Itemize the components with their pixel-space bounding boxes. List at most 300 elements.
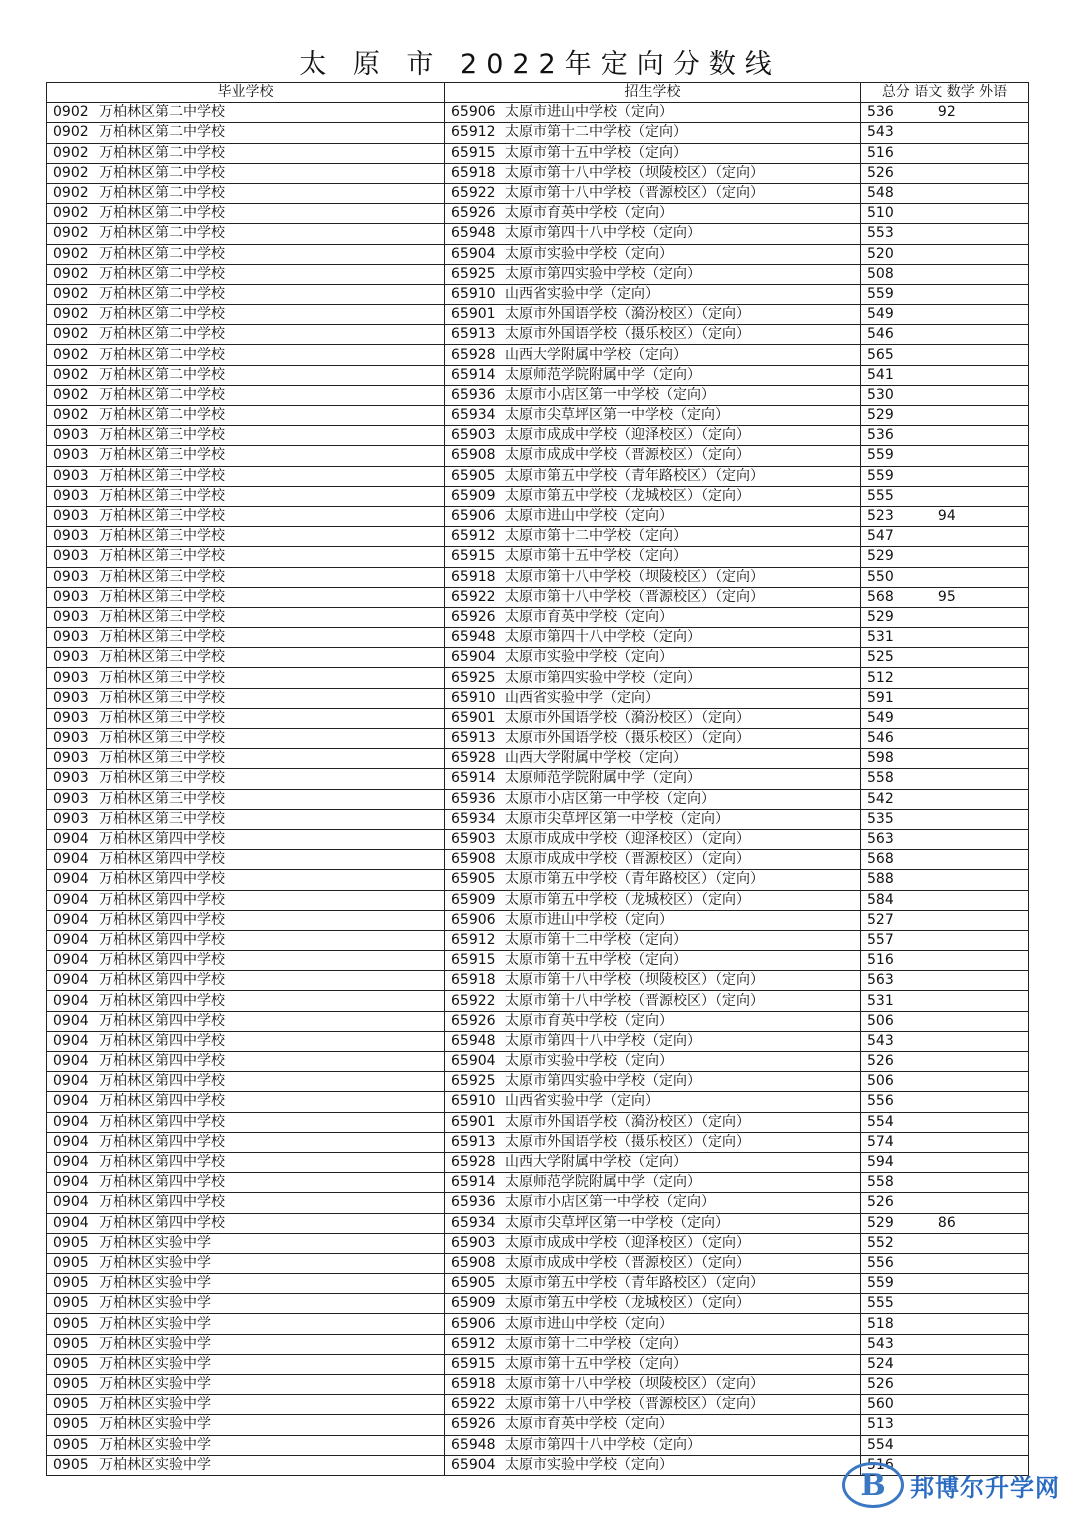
school-name: 万柏林区第二中学校 (99, 124, 225, 141)
target-name: 太原市小店区第一中学校（定向） (505, 790, 715, 807)
cell-admitting-school (445, 305, 861, 325)
cell-graduating-school (47, 951, 445, 971)
school-code: 0905 (53, 1335, 89, 1352)
school-code: 0903 (53, 427, 89, 444)
target-code: 65926 (451, 608, 496, 625)
target-name: 太原市第十八中学校（晋源校区）（定向） (505, 1396, 764, 1413)
cell-graduating-school (47, 870, 445, 890)
cell-graduating-school (47, 607, 445, 627)
school-name: 万柏林区第四中学校 (99, 1133, 225, 1150)
school-code: 0902 (53, 306, 89, 323)
school-name: 万柏林区第二中学校 (99, 164, 225, 181)
total-score: 556 (867, 1093, 894, 1110)
table-row (47, 466, 1029, 486)
target-name: 太原市小店区第一中学校（定向） (505, 1194, 715, 1211)
total-score: 531 (867, 629, 894, 646)
table-row (47, 1031, 1029, 1051)
table-row (47, 204, 1029, 224)
school-code: 0902 (53, 205, 89, 222)
target-name: 太原市第十二中学校（定向） (505, 931, 687, 948)
table-row (47, 587, 1029, 607)
cell-graduating-school (47, 1455, 445, 1475)
cell-admitting-school (445, 1173, 861, 1193)
cell-graduating-school (47, 1314, 445, 1334)
target-code: 65936 (451, 1194, 496, 1211)
target-code: 65912 (451, 1335, 496, 1352)
cell-graduating-school (47, 224, 445, 244)
total-score: 554 (867, 1436, 894, 1453)
cell-graduating-school (47, 1274, 445, 1294)
target-code: 65908 (451, 447, 496, 464)
table-row (47, 1354, 1029, 1374)
cell-graduating-school (47, 930, 445, 950)
cell-admitting-school (445, 1031, 861, 1051)
table-row (47, 446, 1029, 466)
target-name: 太原市成成中学校（晋源校区）（定向） (505, 1254, 750, 1271)
total-score: 526 (867, 1376, 894, 1393)
target-name: 太原师范学院附属中学（定向） (505, 1174, 701, 1191)
school-name: 万柏林区第三中学校 (99, 770, 225, 787)
target-code: 65913 (451, 326, 496, 343)
cell-admitting-school (445, 668, 861, 688)
target-code: 65909 (451, 487, 496, 504)
table-row (47, 951, 1029, 971)
target-code: 65948 (451, 225, 496, 242)
table-row (47, 991, 1029, 1011)
table-row (47, 607, 1029, 627)
target-code: 65913 (451, 730, 496, 747)
target-code: 65934 (451, 810, 496, 827)
table-row (47, 103, 1029, 123)
cell-scores (861, 749, 1029, 769)
cell-graduating-school (47, 183, 445, 203)
school-code: 0903 (53, 750, 89, 767)
cell-graduating-school (47, 446, 445, 466)
school-code: 0904 (53, 831, 89, 848)
table-row (47, 264, 1029, 284)
cell-admitting-school (445, 183, 861, 203)
cell-graduating-school (47, 1354, 445, 1374)
target-code: 65904 (451, 1456, 496, 1473)
school-name: 万柏林区实验中学 (99, 1376, 211, 1393)
cell-admitting-school (445, 688, 861, 708)
cell-graduating-school (47, 1052, 445, 1072)
target-code: 65909 (451, 891, 496, 908)
cell-scores (861, 1395, 1029, 1415)
target-name: 太原市第十五中学校（定向） (505, 952, 687, 969)
school-code: 0904 (53, 1194, 89, 1211)
school-code: 0903 (53, 669, 89, 686)
table-row (47, 688, 1029, 708)
target-code: 65918 (451, 164, 496, 181)
cell-scores (861, 971, 1029, 991)
total-score: 543 (867, 1032, 894, 1049)
cell-graduating-school (47, 1031, 445, 1051)
total-score: 559 (867, 447, 894, 464)
target-name: 太原师范学院附属中学（定向） (505, 770, 701, 787)
target-name: 太原市第五中学校（龙城校区）（定向） (505, 487, 750, 504)
table-row (47, 1375, 1029, 1395)
cell-admitting-school (445, 910, 861, 930)
cell-scores (861, 1052, 1029, 1072)
cell-graduating-school (47, 991, 445, 1011)
total-score: 535 (867, 810, 894, 827)
cell-graduating-school (47, 365, 445, 385)
target-code: 65906 (451, 104, 496, 121)
table-row (47, 648, 1029, 668)
table-row (47, 668, 1029, 688)
total-score: 516 (867, 952, 894, 969)
cell-scores (861, 991, 1029, 1011)
total-score: 549 (867, 306, 894, 323)
cell-scores (861, 668, 1029, 688)
table-row (47, 365, 1029, 385)
cell-admitting-school (445, 1415, 861, 1435)
cell-admitting-school (445, 1152, 861, 1172)
cell-scores (861, 829, 1029, 849)
cell-scores (861, 1092, 1029, 1112)
school-code: 0903 (53, 568, 89, 585)
cell-graduating-school (47, 385, 445, 405)
target-code: 65904 (451, 1053, 496, 1070)
school-name: 万柏林区第三中学校 (99, 790, 225, 807)
school-code: 0905 (53, 1456, 89, 1473)
cell-graduating-school (47, 284, 445, 304)
cell-admitting-school (445, 870, 861, 890)
total-score: 598 (867, 750, 894, 767)
cell-scores (861, 1011, 1029, 1031)
total-score: 568 (867, 851, 894, 868)
cell-scores (861, 365, 1029, 385)
school-name: 万柏林区第四中学校 (99, 1154, 225, 1171)
cell-graduating-school (47, 1435, 445, 1455)
school-code: 0902 (53, 245, 89, 262)
cell-graduating-school (47, 1152, 445, 1172)
cell-scores (861, 466, 1029, 486)
table-row (47, 123, 1029, 143)
target-code: 65914 (451, 366, 496, 383)
table-row (47, 1092, 1029, 1112)
school-name: 万柏林区第三中学校 (99, 528, 225, 545)
target-name: 太原市第十八中学校（坝陵校区）（定向） (505, 1376, 764, 1393)
school-name: 万柏林区第四中学校 (99, 1194, 225, 1211)
cell-graduating-school (47, 809, 445, 829)
total-score: 529 (867, 548, 894, 565)
cell-scores (861, 406, 1029, 426)
total-score: 516 (867, 1456, 894, 1473)
target-name: 太原市实验中学校（定向） (505, 1053, 673, 1070)
school-name: 万柏林区第二中学校 (99, 346, 225, 363)
cell-scores (861, 1435, 1029, 1455)
target-code: 65905 (451, 467, 496, 484)
school-name: 万柏林区第三中学校 (99, 588, 225, 605)
cell-admitting-school (445, 1011, 861, 1031)
target-name: 太原市进山中学校（定向） (505, 508, 673, 525)
school-name: 万柏林区第三中学校 (99, 608, 225, 625)
school-code: 0903 (53, 588, 89, 605)
school-code: 0904 (53, 1214, 89, 1231)
cell-scores (861, 951, 1029, 971)
total-score: 554 (867, 1113, 894, 1130)
table-row (47, 385, 1029, 405)
cell-admitting-school (445, 365, 861, 385)
table-row (47, 486, 1029, 506)
cell-scores (861, 890, 1029, 910)
total-score: 518 (867, 1315, 894, 1332)
target-code: 65934 (451, 407, 496, 424)
school-code: 0904 (53, 1093, 89, 1110)
cell-graduating-school (47, 345, 445, 365)
table-row (47, 850, 1029, 870)
school-name: 万柏林区第二中学校 (99, 104, 225, 121)
cell-graduating-school (47, 1294, 445, 1314)
cell-scores (861, 1415, 1029, 1435)
cell-graduating-school (47, 547, 445, 567)
cell-admitting-school (445, 1274, 861, 1294)
total-score: 546 (867, 326, 894, 343)
target-code: 65908 (451, 851, 496, 868)
table-header-row (47, 83, 1029, 103)
school-name: 万柏林区第三中学校 (99, 487, 225, 504)
cell-scores (861, 1253, 1029, 1273)
school-name: 万柏林区第四中学校 (99, 911, 225, 928)
target-code: 65922 (451, 185, 496, 202)
cell-scores (861, 204, 1029, 224)
cell-admitting-school (445, 224, 861, 244)
school-code: 0904 (53, 1154, 89, 1171)
total-score: 553 (867, 225, 894, 242)
total-score: 529 (867, 608, 894, 625)
cell-graduating-school (47, 1011, 445, 1031)
cell-scores (861, 1314, 1029, 1334)
table-row (47, 506, 1029, 526)
school-name: 万柏林区第二中学校 (99, 245, 225, 262)
school-name: 万柏林区第二中学校 (99, 306, 225, 323)
table-row (47, 547, 1029, 567)
target-name: 太原市第四十八中学校（定向） (505, 1032, 701, 1049)
table-row (47, 930, 1029, 950)
cell-scores (861, 607, 1029, 627)
target-code: 65915 (451, 548, 496, 565)
target-name: 太原市第十五中学校（定向） (505, 548, 687, 565)
school-name: 万柏林区第三中学校 (99, 810, 225, 827)
cell-graduating-school (47, 204, 445, 224)
cell-graduating-school (47, 749, 445, 769)
school-name: 万柏林区第二中学校 (99, 366, 225, 383)
cell-admitting-school (445, 325, 861, 345)
school-code: 0903 (53, 629, 89, 646)
cell-admitting-school (445, 244, 861, 264)
cell-scores (861, 1173, 1029, 1193)
cell-admitting-school (445, 587, 861, 607)
school-code: 0902 (53, 225, 89, 242)
target-name: 太原市成成中学校（迎泽校区）（定向） (505, 1234, 750, 1251)
cell-admitting-school (445, 729, 861, 749)
target-name: 太原市外国语学校（摄乐校区）（定向） (505, 1133, 750, 1150)
cell-scores (861, 1193, 1029, 1213)
target-code: 65901 (451, 709, 496, 726)
cell-admitting-school (445, 1354, 861, 1374)
school-name: 万柏林区第四中学校 (99, 1174, 225, 1191)
school-code: 0902 (53, 326, 89, 343)
school-code: 0904 (53, 972, 89, 989)
target-code: 65908 (451, 1254, 496, 1271)
cell-scores (861, 789, 1029, 809)
cell-graduating-school (47, 1092, 445, 1112)
total-score: 559 (867, 467, 894, 484)
cell-graduating-school (47, 668, 445, 688)
table-row (47, 183, 1029, 203)
total-score: 512 (867, 669, 894, 686)
school-name: 万柏林区第四中学校 (99, 1073, 225, 1090)
school-code: 0903 (53, 770, 89, 787)
cell-scores (861, 244, 1029, 264)
target-name: 太原市第五中学校（青年路校区）（定向） (505, 467, 764, 484)
table-row (47, 527, 1029, 547)
cell-admitting-school (445, 385, 861, 405)
school-code: 0902 (53, 265, 89, 282)
table-row (47, 749, 1029, 769)
cell-admitting-school (445, 628, 861, 648)
cell-scores (861, 527, 1029, 547)
cell-graduating-school (47, 1375, 445, 1395)
cell-scores (861, 1233, 1029, 1253)
cell-scores (861, 103, 1029, 123)
header-scores: 总分 语文 数学 外语 (861, 83, 1029, 103)
total-score: 530 (867, 386, 894, 403)
school-name: 万柏林区实验中学 (99, 1234, 211, 1251)
cell-scores (861, 486, 1029, 506)
school-name: 万柏林区第四中学校 (99, 1012, 225, 1029)
cell-admitting-school (445, 426, 861, 446)
cell-admitting-school (445, 406, 861, 426)
target-name: 太原市第十五中学校（定向） (505, 1355, 687, 1372)
header-admitting-school: 招生学校 (445, 83, 861, 103)
target-name: 太原市外国语学校（漪汾校区）（定向） (505, 709, 750, 726)
table-row (47, 1152, 1029, 1172)
table-row (47, 1415, 1029, 1435)
total-score: 516 (867, 144, 894, 161)
school-code: 0904 (53, 992, 89, 1009)
table-row (47, 567, 1029, 587)
table-row (47, 1112, 1029, 1132)
school-code: 0902 (53, 185, 89, 202)
total-score: 560 (867, 1396, 894, 1413)
target-name: 太原市进山中学校（定向） (505, 104, 673, 121)
target-code: 65922 (451, 1396, 496, 1413)
table-row (47, 1072, 1029, 1092)
target-code: 65915 (451, 952, 496, 969)
cell-graduating-school (47, 527, 445, 547)
total-score: 552 (867, 1234, 894, 1251)
school-code: 0903 (53, 810, 89, 827)
cell-graduating-school (47, 729, 445, 749)
target-code: 65936 (451, 386, 496, 403)
cell-admitting-school (445, 1233, 861, 1253)
cell-admitting-school (445, 284, 861, 304)
cell-scores (861, 850, 1029, 870)
chinese-score: 95 (937, 588, 956, 605)
target-code: 65912 (451, 931, 496, 948)
cell-scores (861, 1072, 1029, 1092)
school-name: 万柏林区第三中学校 (99, 730, 225, 747)
cell-scores (861, 648, 1029, 668)
total-score: 556 (867, 1254, 894, 1271)
school-code: 0904 (53, 1073, 89, 1090)
cell-graduating-school (47, 890, 445, 910)
school-name: 万柏林区实验中学 (99, 1275, 211, 1292)
school-name: 万柏林区实验中学 (99, 1315, 211, 1332)
school-name: 万柏林区第四中学校 (99, 1053, 225, 1070)
cell-admitting-school (445, 1435, 861, 1455)
total-score: 510 (867, 205, 894, 222)
cell-admitting-school (445, 1193, 861, 1213)
cell-graduating-school (47, 486, 445, 506)
cell-scores (861, 1031, 1029, 1051)
cell-graduating-school (47, 1415, 445, 1435)
target-code: 65918 (451, 568, 496, 585)
target-name: 山西省实验中学（定向） (505, 689, 659, 706)
target-code: 65926 (451, 205, 496, 222)
cell-graduating-school (47, 426, 445, 446)
cell-admitting-school (445, 1253, 861, 1273)
school-name: 万柏林区第四中学校 (99, 831, 225, 848)
school-code: 0903 (53, 548, 89, 565)
target-code: 65903 (451, 1234, 496, 1251)
total-score: 531 (867, 992, 894, 1009)
total-score: 527 (867, 911, 894, 928)
table-row (47, 406, 1029, 426)
total-score: 546 (867, 730, 894, 747)
target-name: 太原市外国语学校（漪汾校区）（定向） (505, 306, 750, 323)
target-code: 65918 (451, 1376, 496, 1393)
school-name: 万柏林区第四中学校 (99, 871, 225, 888)
cell-graduating-school (47, 829, 445, 849)
school-name: 万柏林区第三中学校 (99, 508, 225, 525)
target-code: 65914 (451, 770, 496, 787)
school-code: 0904 (53, 1053, 89, 1070)
total-score: 555 (867, 1295, 894, 1312)
cell-scores (861, 1213, 1029, 1233)
total-score: 524 (867, 1355, 894, 1372)
school-name: 万柏林区实验中学 (99, 1335, 211, 1352)
school-code: 0903 (53, 649, 89, 666)
table-row (47, 729, 1029, 749)
cell-scores (861, 628, 1029, 648)
school-name: 万柏林区第二中学校 (99, 144, 225, 161)
target-code: 65901 (451, 1113, 496, 1130)
school-name: 万柏林区实验中学 (99, 1355, 211, 1372)
table-row (47, 1435, 1029, 1455)
brand-logo-icon: B (842, 1462, 904, 1508)
school-code: 0904 (53, 891, 89, 908)
school-code: 0905 (53, 1355, 89, 1372)
cell-admitting-school (445, 547, 861, 567)
cell-scores (861, 1375, 1029, 1395)
table-row (47, 426, 1029, 446)
cell-graduating-school (47, 789, 445, 809)
target-code: 65906 (451, 1315, 496, 1332)
cell-admitting-school (445, 1052, 861, 1072)
school-name: 万柏林区实验中学 (99, 1436, 211, 1453)
school-name: 万柏林区第四中学校 (99, 1113, 225, 1130)
table-row (47, 890, 1029, 910)
cell-admitting-school (445, 648, 861, 668)
school-name: 万柏林区第三中学校 (99, 467, 225, 484)
cell-admitting-school (445, 951, 861, 971)
target-code: 65922 (451, 992, 496, 1009)
cell-scores (861, 123, 1029, 143)
